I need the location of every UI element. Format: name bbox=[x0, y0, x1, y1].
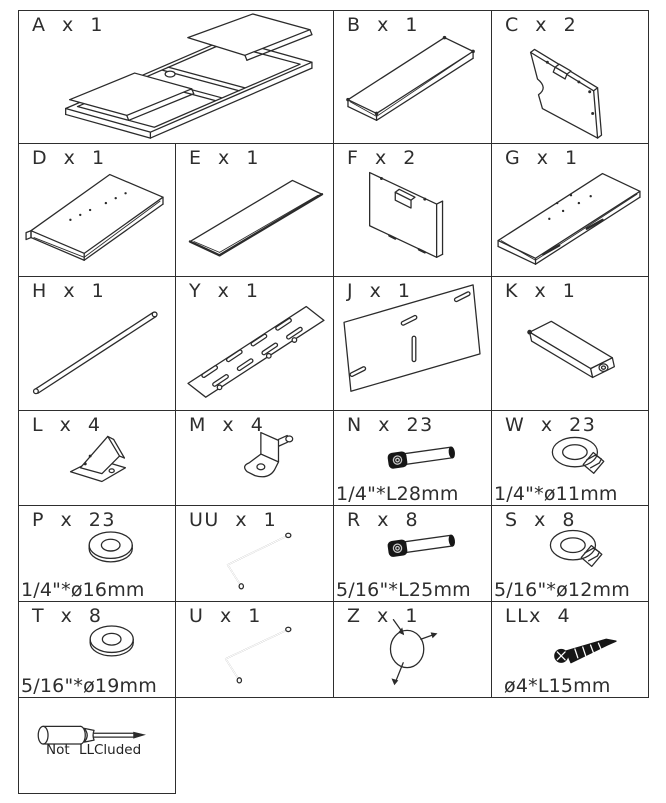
part-cell-t bbox=[18, 601, 176, 698]
part-w-label: W x 23 bbox=[505, 414, 597, 436]
part-cell-g bbox=[491, 143, 649, 277]
part-u-label: U x 1 bbox=[189, 605, 262, 627]
part-cell-s bbox=[491, 505, 649, 602]
part-cell-d bbox=[18, 143, 176, 277]
part-a-label: A x 1 bbox=[32, 14, 104, 36]
part-k-label: K x 1 bbox=[505, 280, 577, 302]
part-m-label: M x 4 bbox=[189, 414, 265, 436]
part-cell-l bbox=[18, 410, 176, 506]
part-d-label: D x 1 bbox=[32, 147, 106, 169]
part-r-spec: 5/16"*L25mm bbox=[336, 579, 471, 601]
part-y-label: Y x 1 bbox=[189, 280, 260, 302]
part-cell-y bbox=[175, 276, 334, 411]
part-cell-a bbox=[18, 10, 334, 144]
part-cell-k bbox=[491, 276, 649, 411]
part-z-label: Z x 1 bbox=[347, 605, 419, 627]
part-l-label: L x 4 bbox=[32, 414, 102, 436]
part-cell-z bbox=[333, 601, 492, 698]
part-g-label: G x 1 bbox=[505, 147, 579, 169]
part-cell-n bbox=[333, 410, 492, 506]
part-h-label: H x 1 bbox=[32, 280, 106, 302]
not-included-label: Not LLCluded bbox=[46, 742, 142, 758]
part-t-label: T x 8 bbox=[32, 605, 103, 627]
part-cell-p bbox=[18, 505, 176, 602]
part-ll-spec: ø4*L15mm bbox=[504, 675, 611, 697]
part-cell-j bbox=[333, 276, 492, 411]
part-c-label: C x 2 bbox=[505, 14, 578, 36]
part-cell-uu bbox=[175, 505, 334, 602]
part-s-label: S x 8 bbox=[505, 509, 576, 531]
part-cell-b bbox=[333, 10, 492, 144]
not-included-cell bbox=[18, 697, 176, 794]
part-r-label: R x 8 bbox=[347, 509, 420, 531]
part-cell-c bbox=[491, 10, 649, 144]
part-n-spec: 1/4"*L28mm bbox=[336, 483, 459, 505]
part-b-label: B x 1 bbox=[347, 14, 419, 36]
part-uu-label: UU x 1 bbox=[189, 509, 278, 531]
part-e-label: E x 1 bbox=[189, 147, 260, 169]
part-n-label: N x 23 bbox=[347, 414, 434, 436]
part-cell-r bbox=[333, 505, 492, 602]
part-s-spec: 5/16"*ø12mm bbox=[494, 579, 630, 601]
part-t-spec: 5/16"*ø19mm bbox=[21, 675, 157, 697]
part-f-label: F x 2 bbox=[347, 147, 417, 169]
part-j-label: J x 1 bbox=[347, 280, 412, 302]
part-cell-f bbox=[333, 143, 492, 277]
part-cell-w bbox=[491, 410, 649, 506]
part-p-label: P x 23 bbox=[32, 509, 116, 531]
part-cell-e bbox=[175, 143, 334, 277]
part-cell-h bbox=[18, 276, 176, 411]
part-cell-m bbox=[175, 410, 334, 506]
part-p-spec: 1/4"*ø16mm bbox=[21, 579, 145, 601]
part-w-spec: 1/4"*ø11mm bbox=[494, 483, 618, 505]
part-cell-ll bbox=[491, 601, 649, 698]
part-ll-label: LLx 4 bbox=[505, 605, 572, 627]
part-cell-u bbox=[175, 601, 334, 698]
